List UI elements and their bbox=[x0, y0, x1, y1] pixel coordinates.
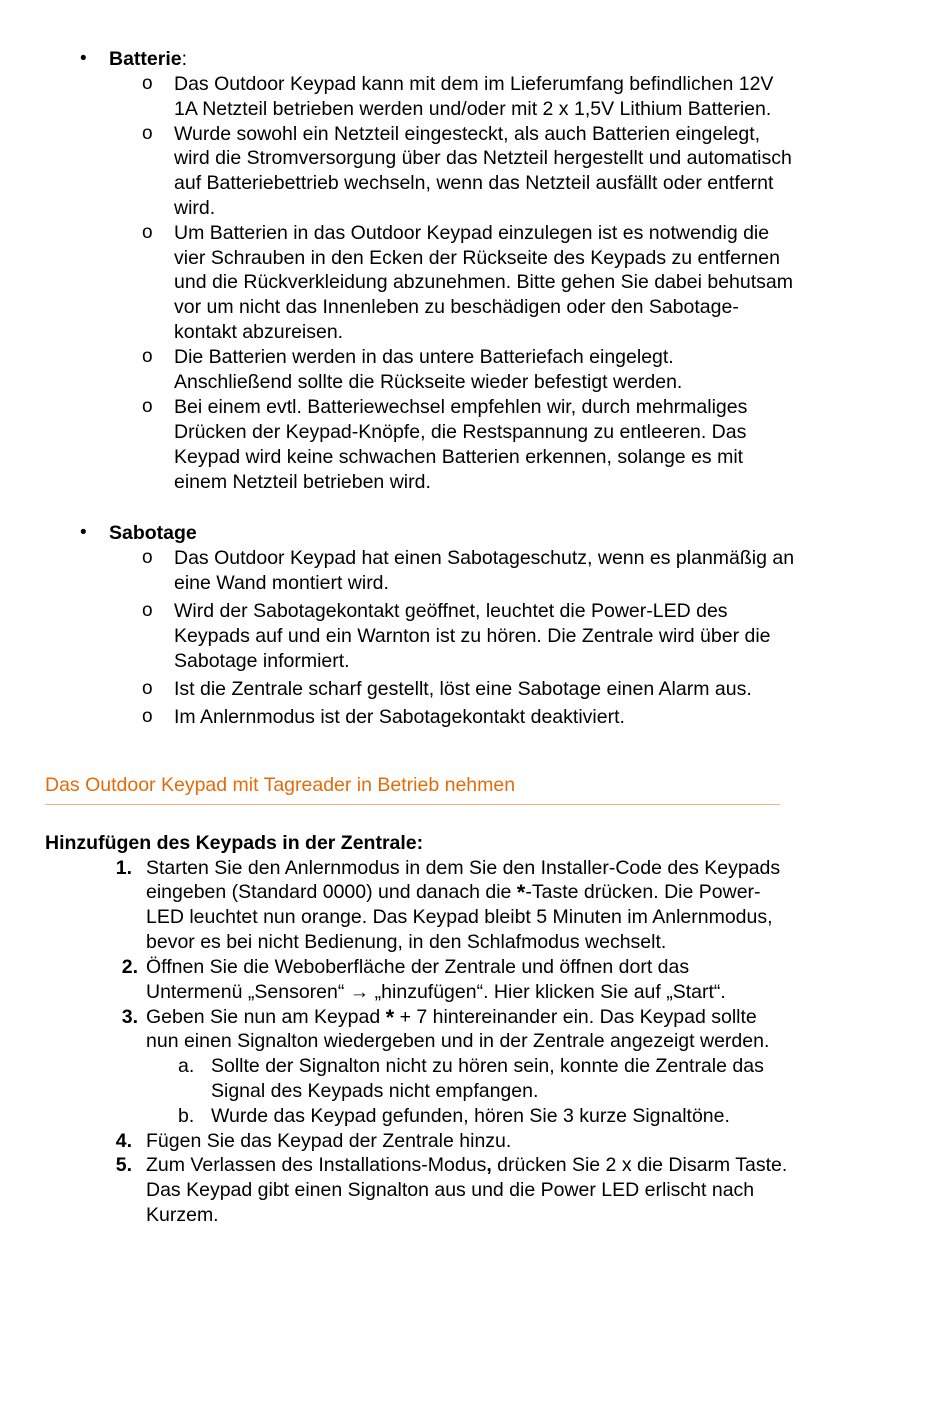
sub-step-line: Sollte der Signalton nicht zu hören sein, konnte die Zentrale das bbox=[211, 1055, 764, 1077]
battery-item-line: Drücken der Keypad-Knöpfe, die Restspannung zu entleeren. Das bbox=[174, 421, 747, 443]
battery-item-line: Wurde sowohl ein Netzteil eingesteckt, als auch Batterien eingelegt, bbox=[174, 123, 761, 145]
step-line: Fügen Sie das Keypad der Zentrale hinzu. bbox=[146, 1130, 512, 1152]
sabotage-item-line: Keypads auf und ein Warnton ist zu hören. Die Zentrale wird über die bbox=[174, 625, 771, 647]
section-heading: Das Outdoor Keypad mit Tagreader in Betrieb nehmen bbox=[45, 774, 516, 796]
star-key-icon: * bbox=[516, 880, 526, 905]
heading-underline bbox=[45, 804, 780, 805]
battery-item-line: Anschließend sollte die Rückseite wieder befestigt werden. bbox=[174, 371, 683, 393]
battery-item-line: Bei einem evtl. Batteriewechsel empfehlen wir, durch mehrmaliges bbox=[174, 396, 748, 418]
step-line: bevor es bei nicht Bedienung, in den Schlafmodus wechselt. bbox=[146, 931, 667, 953]
sub-bullet-marker: o bbox=[142, 706, 153, 727]
step-line: Starten Sie den Anlernmodus in dem Sie den Installer-Code des Keypads bbox=[146, 857, 781, 879]
sub-bullet-marker: o bbox=[142, 396, 153, 417]
step-line: nun einen Signalton wiedergeben und in der Zentrale angezeigt werden. bbox=[146, 1030, 770, 1052]
battery-item-line: Keypad wird keine schwachen Batterien erkennen, solange es mit bbox=[174, 446, 744, 468]
battery-item-line: wird die Stromversorgung über das Netzteil hergestellt und automatisch bbox=[174, 147, 792, 169]
right-arrow-icon: → bbox=[349, 981, 370, 1003]
step-line: eingeben (Standard 0000) und danach die *-Taste drücken. Die Power- bbox=[146, 880, 761, 905]
sub-bullet-marker: o bbox=[142, 73, 153, 94]
step-number: 5. bbox=[115, 1154, 132, 1176]
bullet-marker: • bbox=[80, 522, 87, 543]
step-line: Geben Sie nun am Keypad * + 7 hintereinander ein. Das Keypad sollte bbox=[146, 1005, 757, 1030]
step-line: Zum Verlassen des Installations-Modus, drücken Sie 2 x die Disarm Taste. bbox=[146, 1154, 788, 1176]
step-number: 4. bbox=[115, 1130, 132, 1152]
step-number: 2. bbox=[121, 956, 138, 978]
sabotage-heading: Sabotage bbox=[109, 522, 197, 544]
bullet-marker: • bbox=[80, 48, 87, 69]
step-line: Öffnen Sie die Weboberfläche der Zentrale und öffnen dort das bbox=[146, 956, 690, 978]
battery-item-line: auf Batteriebettrieb wechseln, wenn das Netzteil ausfällt oder entfernt bbox=[174, 172, 774, 194]
battery-item-line: vier Schrauben in den Ecken der Rückseite des Keypads zu entfernen bbox=[174, 247, 780, 269]
sabotage-item-line: Das Outdoor Keypad hat einen Sabotageschutz, wenn es planmäßig an bbox=[174, 547, 795, 569]
sub-bullet-marker: o bbox=[142, 547, 153, 568]
sabotage-item-line: Ist die Zentrale scharf gestellt, löst eine Sabotage einen Alarm aus. bbox=[174, 678, 752, 700]
sub-step-marker: a. bbox=[178, 1055, 195, 1077]
battery-item-line: einem Netzteil betrieben wird. bbox=[174, 471, 431, 493]
sub-bullet-marker: o bbox=[142, 678, 153, 699]
battery-item-line: Um Batterien in das Outdoor Keypad einzulegen ist es notwendig die bbox=[174, 222, 770, 244]
battery-item-line: kontakt abzureisen. bbox=[174, 321, 344, 343]
battery-item-line: Die Batterien werden in das untere Batteriefach eingelegt. bbox=[174, 346, 674, 368]
step-number: 1. bbox=[115, 857, 132, 879]
sabotage-item-line: Wird der Sabotagekontakt geöffnet, leuchtet die Power-LED des bbox=[174, 600, 728, 622]
battery-item-line: und die Rückverkleidung abzunehmen. Bitte gehen Sie dabei behutsam bbox=[174, 271, 794, 293]
sabotage-item-line: Im Anlernmodus ist der Sabotagekontakt deaktiviert. bbox=[174, 706, 625, 728]
battery-item-line: wird. bbox=[174, 197, 216, 219]
sub-step-marker: b. bbox=[178, 1105, 195, 1127]
sub-bullet-marker: o bbox=[142, 600, 153, 621]
step-line: Das Keypad gibt einen Signalton aus und die Power LED erlischt nach bbox=[146, 1179, 755, 1201]
battery-heading: Batterie: bbox=[109, 48, 188, 70]
procedure-title: Hinzufügen des Keypads in der Zentrale: bbox=[45, 832, 424, 854]
sub-step-line: Signal des Keypads nicht empfangen. bbox=[211, 1080, 539, 1102]
sabotage-item-line: Sabotage informiert. bbox=[174, 650, 350, 672]
sub-bullet-marker: o bbox=[142, 123, 153, 144]
step-line: Untermenü „Sensoren“ → „hinzufügen“. Hier klicken Sie auf „Start“. bbox=[146, 981, 726, 1003]
step-number: 3. bbox=[121, 1006, 138, 1028]
sub-step-line: Wurde das Keypad gefunden, hören Sie 3 kurze Signaltöne. bbox=[211, 1105, 730, 1127]
sabotage-item-line: eine Wand montiert wird. bbox=[174, 572, 389, 594]
sub-bullet-marker: o bbox=[142, 346, 153, 367]
battery-item-line: 1A Netzteil betrieben werden und/oder mit 2 x 1,5V Lithium Batterien. bbox=[174, 98, 772, 120]
battery-item-line: Das Outdoor Keypad kann mit dem im Lieferumfang befindlichen 12V bbox=[174, 73, 774, 95]
sub-bullet-marker: o bbox=[142, 222, 153, 243]
step-line: Kurzem. bbox=[146, 1204, 219, 1226]
step-line: LED leuchtet nun orange. Das Keypad bleibt 5 Minuten im Anlernmodus, bbox=[146, 906, 773, 928]
star-key-icon: * bbox=[385, 1005, 395, 1030]
battery-item-line: vor um nicht das Innenleben zu beschädigen oder den Sabotage- bbox=[174, 296, 739, 318]
